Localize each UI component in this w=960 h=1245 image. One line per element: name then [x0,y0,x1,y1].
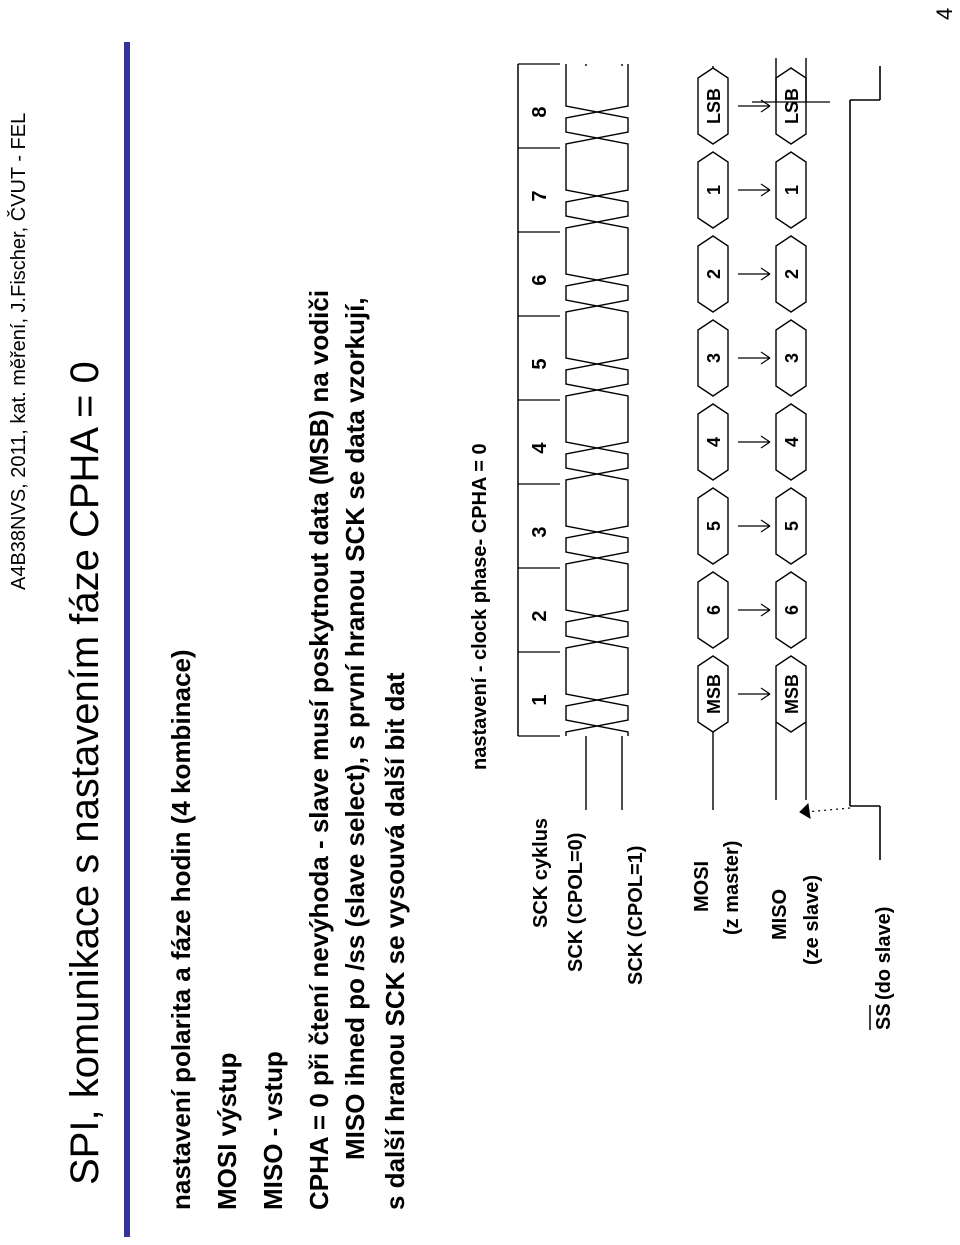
cycle-number-8: 8 [529,106,551,118]
miso-bit-4: 4 [782,436,802,448]
cycle-number-3: 3 [529,526,551,538]
body-line-5: MISO ihned po /ss (slave select), s první hranou SCK se data vzorkují, [340,297,370,1160]
label-sck-cycle: SCK cyklus [530,817,552,928]
body-line-4: CPHA = 0 při čtení nevýhoda - slave musí poskytnout data (MSB) na vodiči [304,289,334,1210]
miso-bit-6: 6 [782,604,802,616]
label-miso: MISO [769,888,791,940]
label-sck-cpol1: SCK (CPOL=1) [625,845,647,985]
body-line-6: s další hranou SCK se vysouvá další bit dat [380,672,410,1210]
miso-bit-MSB: MSB [782,674,802,714]
cycle-number-2: 2 [529,610,551,622]
sck-waveform [566,484,628,568]
body-line-1: nastavení polarita a fáze hodin (4 kombinace) [166,649,196,1210]
miso-bit-1: 1 [782,184,802,196]
mosi-bit-5: 5 [704,520,724,532]
sck-waveform [566,232,628,316]
miso-bit-LSB: LSB [782,88,802,124]
cycle-number-1: 1 [529,694,551,706]
miso-bit-2: 2 [782,268,802,280]
sck-waveform [566,316,628,400]
label-sck-cpol0: SCK (CPOL=0) [565,832,587,972]
label-mosi: MOSI [691,860,713,912]
label-ss-rest: (do slave) [873,906,895,1000]
sck-waveform [566,148,628,232]
page-number: 4 [932,7,957,20]
sck-waveform [566,64,628,148]
label-miso-sub: (ze slave) [801,874,823,965]
sck-waveform [566,148,628,232]
sck-waveform [566,64,628,148]
mosi-bit-1: 1 [704,184,724,196]
sck-waveform [566,568,628,652]
miso-bit-5: 5 [782,520,802,532]
slide-title: SPI, komunikace s nastavením fáze CPHA = 0 [63,361,107,1185]
mosi-bit-2: 2 [704,268,724,280]
sck-waveform [566,652,628,736]
label-mosi-sub: (z master) [721,840,743,935]
body-line-3: MISO - vstup [258,1051,288,1210]
mosi-bit-6: 6 [704,604,724,616]
sck-waveform [566,652,628,736]
accent-bar [124,42,130,1237]
mosi-bit-LSB: LSB [704,88,724,124]
sck-waveform [566,316,628,400]
sck-waveform [566,400,628,484]
sck-waveform [566,232,628,316]
cycle-number-7: 7 [529,190,551,202]
body-line-2: MOSI výstup [212,1052,242,1210]
sck-waveform [566,568,628,652]
sck-waveform [566,484,628,568]
mosi-bit-4: 4 [704,436,724,448]
mosi-bit-3: 3 [704,352,724,364]
diagram-caption: nastavení - clock phase- CPHA = 0 [469,443,491,770]
miso-bit-3: 3 [782,352,802,364]
cycle-number-4: 4 [529,442,551,454]
ss-to-miso-arrowhead [800,804,810,818]
header-info: A4B38NVS, 2011, kat. měření, J.Fischer, ČVUT - FEL [8,112,30,590]
mosi-bit-MSB: MSB [704,674,724,714]
cycle-number-5: 5 [529,358,551,370]
label-ss: SS [873,1003,895,1030]
sck-waveform [566,400,628,484]
timing-diagram [518,58,880,860]
ss-to-miso-dots [806,808,850,812]
cycle-number-6: 6 [529,274,551,286]
